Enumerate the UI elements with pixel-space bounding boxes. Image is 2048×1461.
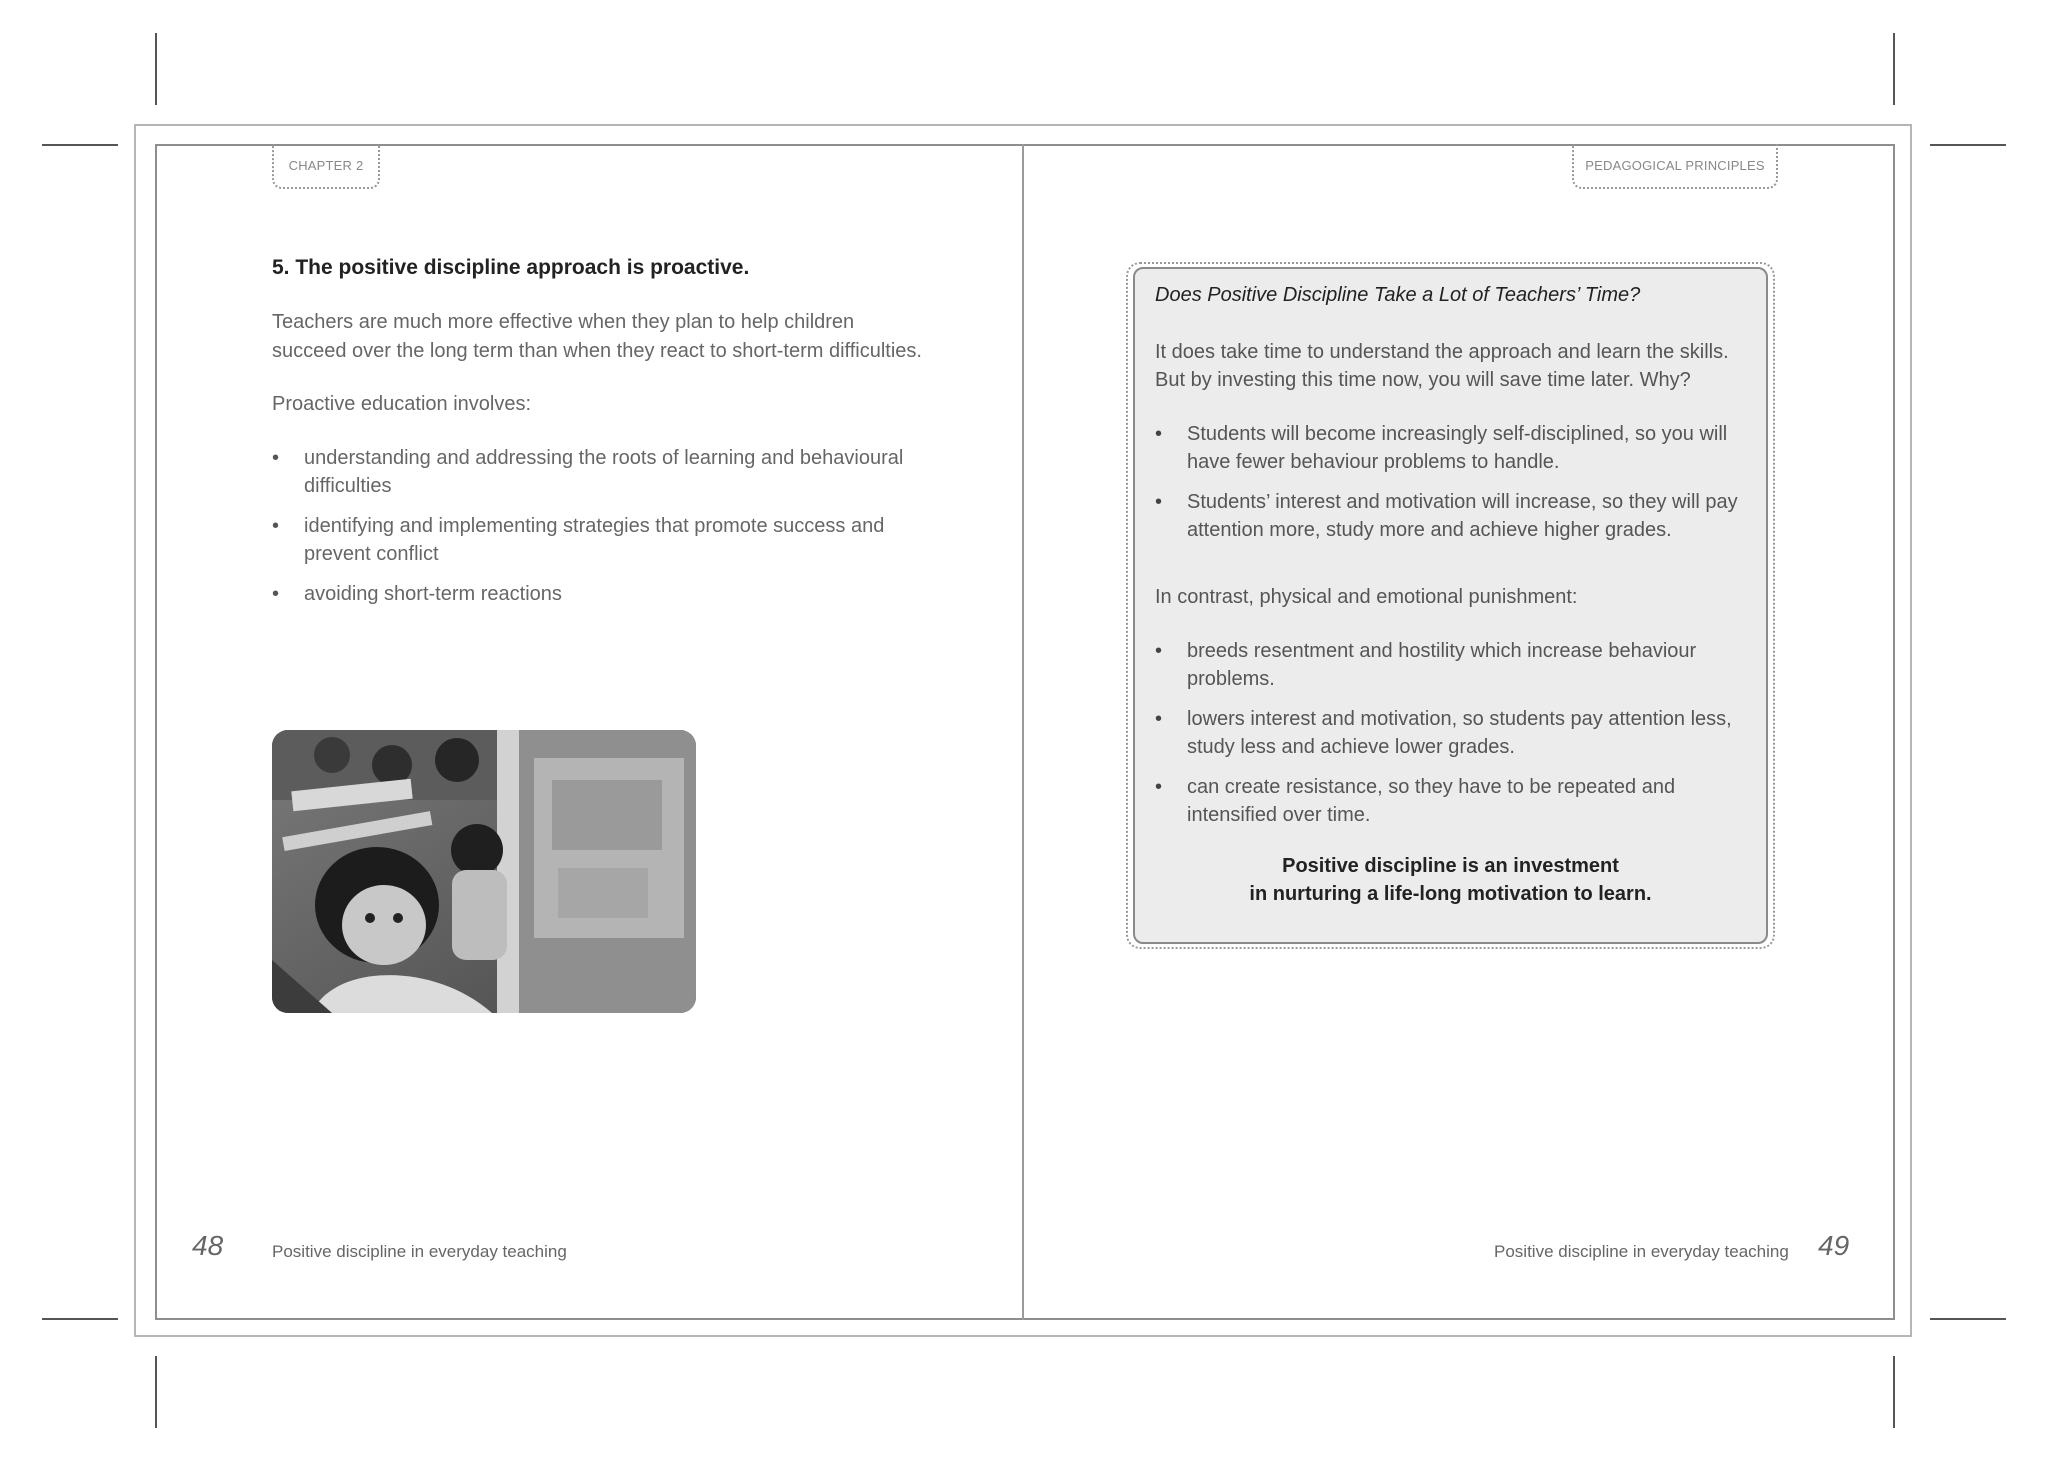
list-item (272, 580, 922, 608)
box-title: Does Positive Discipline Take a Lot of Teachers’ Time? (1155, 284, 1641, 306)
benefits-list (1155, 420, 1755, 556)
list-item (1155, 488, 1755, 544)
footer-right: Positive discipline in everyday teaching (1494, 1242, 1789, 1261)
list-item-text: Students’ interest and motivation will increase, so they will pay attention more, study more and achieve higher grades. (1187, 491, 1738, 541)
list-item-text: lowers interest and motivation, so students pay attention less, study less and achieve lower grades. (1187, 708, 1732, 758)
page-number-left: 48 (192, 1230, 224, 1261)
box-conclusion (1135, 852, 1766, 908)
list-item-text: Students will become increasingly self-disciplined, so you will have fewer behaviour problems to handle. (1187, 423, 1728, 473)
classroom-photo-graphic (272, 730, 696, 1013)
crop-mark (1930, 1318, 2006, 1320)
crop-mark (155, 1356, 157, 1428)
bullet-icon: • (272, 515, 280, 537)
list-item-text: can create resistance, so they have to be repeated and intensified over time. (1187, 776, 1676, 826)
list-item (1155, 773, 1755, 829)
classroom-photo (272, 730, 696, 1013)
bullet-icon: • (272, 447, 280, 469)
page-number-right: 49 (1818, 1230, 1850, 1261)
bullet-icon: • (1155, 491, 1163, 513)
punishment-list (1155, 637, 1755, 841)
bullet-icon: • (1155, 708, 1163, 730)
crop-mark (42, 1318, 118, 1320)
crop-mark (42, 144, 118, 146)
contrast-paragraph: In contrast, physical and emotional punishment: (1155, 586, 1578, 608)
list-item-text: avoiding short-term reactions (304, 583, 562, 605)
list-item (272, 444, 922, 500)
bullet-icon: • (1155, 423, 1163, 445)
box-paragraph: It does take time to understand the approach and learn the skills. But by investing this time now, you will save time later. Why? (1155, 341, 1729, 391)
section-heading: 5. The positive discipline approach is proactive. (272, 256, 750, 279)
footer-left: Positive discipline in everyday teaching (272, 1242, 567, 1261)
crop-mark (1930, 144, 2006, 146)
proactive-list (272, 444, 922, 620)
crop-mark (1893, 33, 1895, 105)
section-tab (1572, 144, 1778, 189)
bullet-icon: • (272, 583, 280, 605)
list-item (272, 512, 922, 568)
chapter-tab-label: CHAPTER 2 (288, 158, 364, 173)
list-item (1155, 705, 1755, 761)
list-item (1155, 420, 1755, 476)
bullet-icon: • (1155, 640, 1163, 662)
list-item-text: identifying and implementing strategies that promote success and prevent conflict (304, 515, 885, 565)
intro-paragraph: Teachers are much more effective when they plan to help children succeed over the long term than when they react to short-term difficulties. (272, 311, 922, 362)
proactive-paragraph: Proactive education involves: (272, 393, 532, 415)
conclusion-line: Positive discipline is an investment (1282, 855, 1619, 877)
bullet-icon: • (1155, 776, 1163, 798)
section-tab-label: PEDAGOGICAL PRINCIPLES (1585, 158, 1765, 173)
list-item (1155, 637, 1755, 693)
crop-mark (155, 33, 157, 105)
crop-mark (1893, 1356, 1895, 1428)
list-item-text: understanding and addressing the roots of learning and behavioural difficulties (304, 447, 904, 497)
list-item-text: breeds resentment and hostility which increase behaviour problems. (1187, 640, 1697, 690)
chapter-tab (272, 144, 380, 189)
conclusion-line: in nurturing a life-long motivation to learn. (1249, 883, 1652, 905)
book-spine (1022, 144, 1024, 1320)
